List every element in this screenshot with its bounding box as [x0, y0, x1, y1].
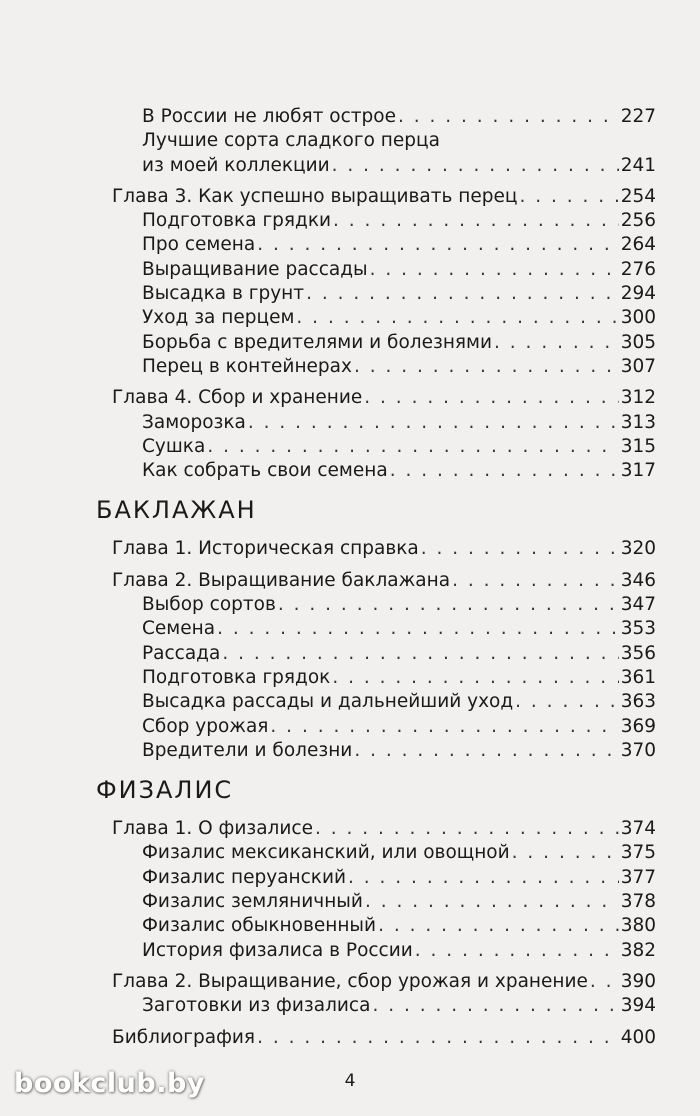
dot-leader — [207, 435, 618, 459]
toc-entry — [112, 306, 656, 330]
dot-leader — [519, 185, 618, 209]
toc-entry — [112, 258, 656, 282]
toc-entry-page: 313 — [620, 411, 656, 433]
toc-entry-title: Физалис обыкновенный — [142, 915, 377, 937]
toc-entry-title: В России не любят острое — [142, 106, 396, 127]
toc-entry-title: Уход за перцем — [142, 307, 295, 329]
toc-entry-title: Заморозка — [142, 411, 246, 433]
dot-leader — [512, 841, 619, 865]
toc-chapter-page: 320 — [620, 538, 656, 560]
toc-entry-page: 378 — [620, 891, 656, 913]
toc-entry — [112, 890, 656, 914]
toc-entry-title: Семена — [142, 618, 216, 640]
toc-entry-page: 353 — [620, 618, 656, 640]
dot-leader — [452, 569, 619, 593]
toc-chapter — [112, 386, 656, 410]
toc-entry — [112, 154, 656, 178]
toc-entry-page: 315 — [620, 435, 656, 457]
dot-leader — [590, 970, 619, 994]
toc-entry-title: Физалис мексиканский, или овощной — [142, 842, 510, 864]
toc-entry-title: Заготовки из физалиса — [142, 995, 371, 1017]
dot-leader — [248, 411, 619, 435]
toc-chapter-page: 390 — [620, 970, 656, 992]
toc-entry-page: 377 — [620, 866, 656, 888]
toc-entry — [112, 914, 656, 938]
toc-entry-title: из моей коллекции — [142, 154, 330, 176]
toc-entry-page: 256 — [620, 210, 656, 232]
toc-entry — [112, 866, 656, 890]
dot-leader — [390, 459, 619, 483]
toc-entry-title: Высадка рассады и дальнейший уход — [142, 691, 514, 713]
dot-leader — [378, 914, 619, 938]
page-number: 4 — [344, 1071, 356, 1091]
toc-chapter — [112, 537, 656, 561]
toc-chapter-title: Глава 2. Выращивание, сбор урожая и хранение — [112, 970, 588, 992]
toc-chapter-page: 346 — [620, 569, 656, 591]
dot-leader — [415, 939, 619, 963]
toc-entry — [112, 739, 656, 763]
toc-entry — [112, 459, 656, 483]
toc-entry-title: Как собрать свои семена — [142, 460, 388, 482]
toc-entry — [112, 642, 656, 666]
toc-entry-title: Борьба с вредителями и болезнями — [142, 331, 493, 353]
dot-leader — [364, 386, 618, 410]
toc-chapter — [112, 1026, 656, 1050]
toc-entry-title: Сбор урожая — [142, 715, 269, 737]
toc-chapter — [112, 185, 656, 209]
section-heading-eggplant: БАКЛАЖАН — [96, 496, 257, 525]
toc-entry-title: Физалис земляничный — [142, 891, 363, 913]
toc-entry-title: Выбор сортов — [142, 594, 276, 616]
dot-leader — [372, 994, 618, 1018]
table-of-contents — [96, 105, 656, 1050]
toc-entry-title: История физалиса в России — [142, 939, 413, 961]
toc-entry — [112, 282, 656, 306]
toc-entry — [112, 105, 656, 129]
dot-leader — [257, 233, 619, 257]
toc-entry-page: 369 — [620, 715, 656, 737]
dot-leader — [354, 355, 619, 379]
toc-entry-title: Физалис перуанский — [142, 866, 347, 888]
dot-leader — [332, 154, 619, 178]
toc-chapter-title: Глава 1. Историческая справка — [112, 538, 419, 560]
dot-leader — [222, 642, 618, 666]
toc-chapter — [112, 817, 656, 841]
toc-entry-page: 356 — [620, 642, 656, 664]
toc-entry — [112, 939, 656, 963]
toc-entry-title: Высадка в грунт — [142, 283, 305, 305]
toc-entry-page: 363 — [620, 691, 656, 713]
dot-leader — [365, 890, 619, 914]
dot-leader — [398, 105, 619, 129]
dot-leader — [354, 739, 618, 763]
toc-entry-page: 375 — [620, 842, 656, 864]
toc-entry-title: Рассада — [142, 642, 221, 664]
toc-entry — [112, 233, 656, 257]
toc-entry-title: Подготовка грядок — [142, 666, 331, 688]
toc-entry-page: 361 — [620, 666, 656, 688]
dot-leader — [494, 331, 619, 355]
dot-leader — [296, 306, 618, 330]
toc-entry-page: 276 — [620, 258, 656, 280]
dot-leader — [257, 1026, 619, 1050]
toc-entry-title: Перец в контейнерах — [142, 355, 352, 377]
toc-chapter — [112, 569, 656, 593]
dot-leader — [515, 690, 619, 714]
section-heading-physalis: ФИЗАЛИС — [96, 776, 234, 805]
dot-leader — [315, 817, 619, 841]
toc-entry-title: Про семена — [142, 234, 256, 256]
toc-entry-page: 394 — [620, 995, 656, 1017]
toc-entry-page: 305 — [620, 331, 656, 353]
toc-entry-title: Подготовка грядки — [142, 210, 332, 232]
watermark-logo: bookclub.by — [14, 1068, 205, 1099]
toc-chapter-page: 374 — [620, 818, 656, 840]
toc-entry-page: 300 — [620, 307, 656, 329]
toc-entry-title-line: Лучшие сорта сладкого перца — [142, 130, 440, 152]
toc-chapter-page: 254 — [620, 185, 656, 207]
toc-entry — [112, 411, 656, 435]
toc-entry-page: 264 — [620, 234, 656, 256]
toc-entry-page: 370 — [620, 739, 656, 761]
toc-entry-page: 307 — [620, 355, 656, 377]
toc-chapter-title: Глава 2. Выращивание баклажана — [112, 569, 451, 591]
toc-entry — [112, 355, 656, 379]
toc-chapter-title: Глава 3. Как успешно выращивать перец — [112, 185, 518, 207]
toc-entry — [112, 994, 656, 1018]
dot-leader — [217, 617, 619, 641]
toc-entry-title: Сушка — [142, 435, 206, 457]
toc-entry-page: 317 — [620, 460, 656, 482]
toc-entry — [112, 690, 656, 714]
toc-entry-title: Выращивание рассады — [142, 258, 368, 280]
toc-entry-page: 347 — [620, 594, 656, 616]
dot-leader — [306, 282, 619, 306]
toc-entry-page: 241 — [620, 154, 656, 176]
dot-leader — [348, 866, 619, 890]
toc-entry — [112, 593, 656, 617]
toc-chapter-title: Глава 1. О физалисе — [112, 818, 313, 840]
toc-entry-page: 294 — [620, 283, 656, 305]
toc-chapter-page: 312 — [620, 387, 656, 409]
toc-entry — [112, 331, 656, 355]
dot-leader — [421, 537, 619, 561]
dot-leader — [270, 715, 618, 739]
toc-entry-page: 380 — [620, 915, 656, 937]
toc-chapter-title: Библиография — [112, 1026, 256, 1048]
toc-entry-title: Вредители и болезни — [142, 739, 353, 761]
toc-entry — [112, 209, 656, 233]
toc-entry — [112, 617, 656, 641]
dot-leader — [333, 209, 619, 233]
dot-leader — [370, 258, 619, 282]
dot-leader — [332, 666, 618, 690]
toc-entry — [112, 666, 656, 690]
toc-chapter — [112, 970, 656, 994]
toc-entry-page: 382 — [620, 939, 656, 961]
toc-entry-page: 227 — [620, 106, 656, 127]
toc-chapter-page: 400 — [620, 1026, 656, 1048]
toc-chapter-title: Глава 4. Сбор и хранение — [112, 387, 363, 409]
toc-entry — [112, 715, 656, 739]
toc-entry — [112, 841, 656, 865]
dot-leader — [278, 593, 619, 617]
toc-entry — [112, 435, 656, 459]
